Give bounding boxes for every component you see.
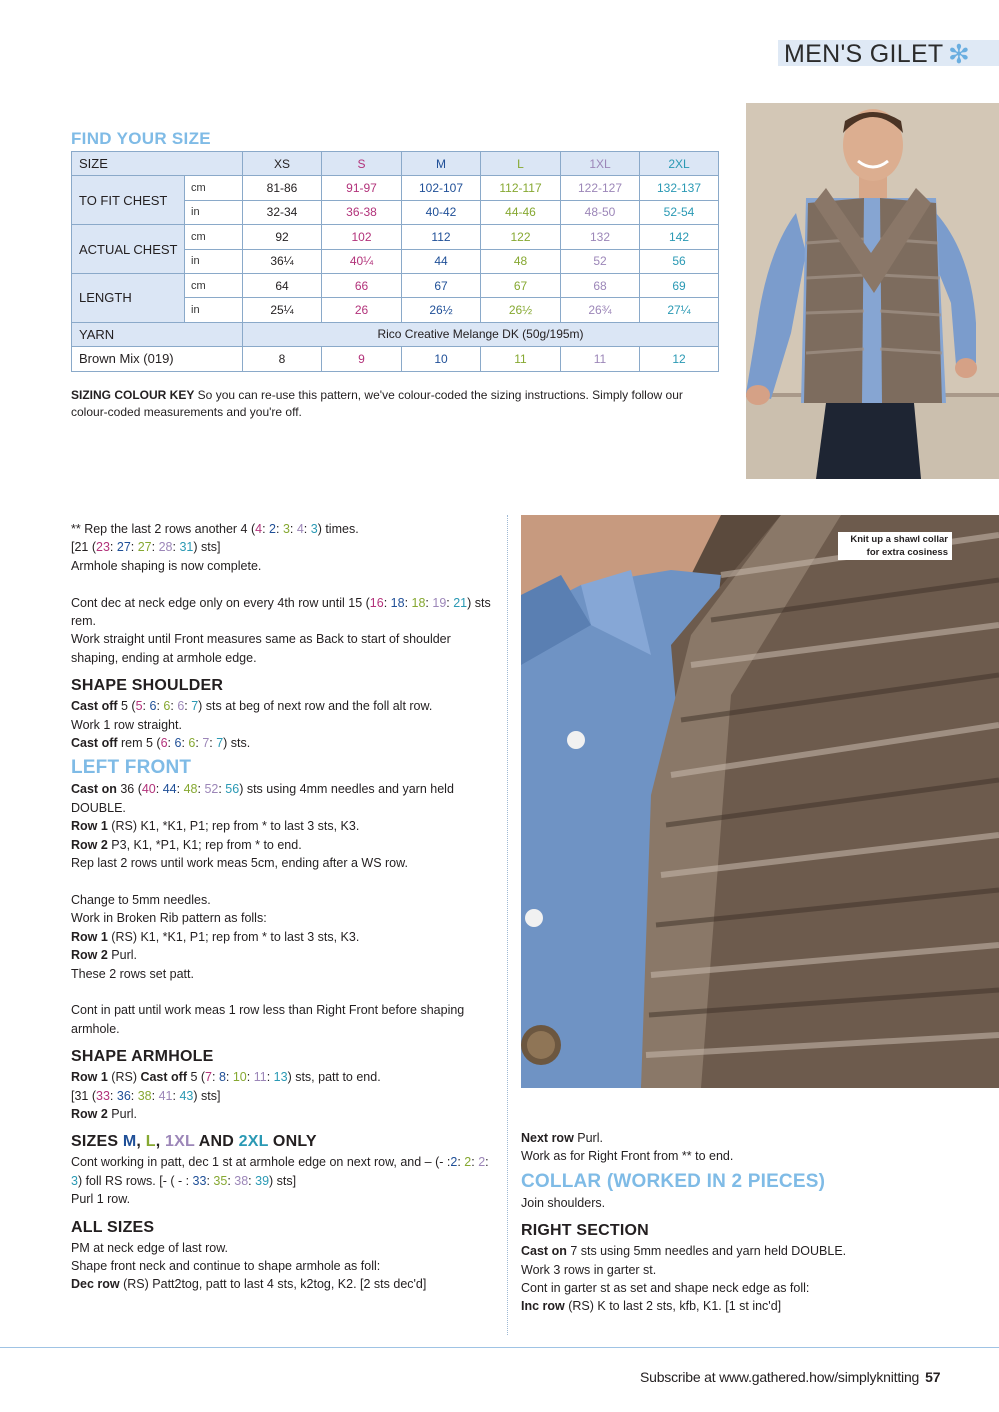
sizing-key-label: SIZING COLOUR KEY bbox=[71, 388, 195, 402]
size-value: 6 bbox=[177, 699, 185, 714]
table-cell: 48 bbox=[481, 249, 561, 273]
size-label: SIZE bbox=[72, 152, 243, 176]
text: SIZES bbox=[71, 1133, 123, 1151]
size-value: M bbox=[122, 1133, 137, 1151]
table-cell: 102 bbox=[322, 225, 402, 249]
table-cell: 56 bbox=[640, 249, 719, 273]
size-value: 48 bbox=[183, 782, 198, 797]
size-value: 2XL bbox=[238, 1133, 269, 1151]
size-value: 16 bbox=[369, 595, 384, 610]
text: Cast off bbox=[140, 1070, 187, 1085]
instruction-line: Change to 5mm needles. bbox=[71, 892, 211, 907]
table-cell: 26¾ bbox=[561, 298, 640, 322]
instruction-line: Cast off 5 (5: 6: 6: 6: 7) sts at beg of next row and the foll alt row. bbox=[71, 699, 433, 714]
instruction-line bbox=[521, 1129, 961, 1147]
size-cell: S bbox=[322, 152, 402, 176]
size-value: 38 bbox=[137, 1088, 152, 1103]
text: Cast on bbox=[71, 782, 117, 797]
size-value: 10 bbox=[232, 1070, 247, 1085]
yarn-value: Rico Creative Melange DK (50g/195m) bbox=[243, 322, 719, 346]
caption-line: Knit up a shawl collar bbox=[850, 534, 948, 545]
size-cell: M bbox=[402, 152, 481, 176]
instruction-line bbox=[71, 946, 496, 964]
text: ) sts at beg of next row and the foll alt row. bbox=[198, 699, 433, 714]
table-cell: 10 bbox=[402, 347, 481, 371]
table-cell: 36-38 bbox=[322, 200, 402, 224]
text: rem 5 ( bbox=[117, 736, 161, 751]
text: Purl. bbox=[107, 948, 137, 963]
instruction-line bbox=[71, 1275, 496, 1293]
sizing-key-text: So you can re-use this pattern, we've colour-coded the sizing instructions. Simply follow our colour-coded measurements and you're off. bbox=[71, 388, 683, 419]
section-heading: ALL SIZES bbox=[71, 1218, 155, 1236]
instruction-line: Work in Broken Rib pattern as folls: bbox=[71, 911, 267, 926]
instruction-line: Work straight until Front measures same as Back to start of shoulder shaping, ending at armhole edge. bbox=[71, 632, 451, 665]
size-value: 6 bbox=[188, 736, 196, 751]
page-title: MEN'S GILET bbox=[784, 40, 944, 68]
asterisk-icon: ✻ bbox=[948, 39, 970, 69]
size-value: 4 bbox=[296, 522, 304, 536]
text: Cast off bbox=[71, 699, 118, 714]
size-value: 7 bbox=[202, 736, 210, 751]
size-value: 43 bbox=[179, 1088, 194, 1103]
size-value: 6 bbox=[160, 736, 168, 751]
text: ) sts. bbox=[223, 736, 251, 751]
text: ) sts, patt to end. bbox=[287, 1070, 381, 1085]
text: (RS) bbox=[107, 1070, 141, 1085]
size-value: 11 bbox=[253, 1070, 267, 1085]
instruction-line: Shape front neck and continue to shape armhole as foll: bbox=[71, 1258, 381, 1273]
yarn-row bbox=[72, 322, 719, 346]
right-text-column bbox=[521, 1129, 961, 1316]
text: Next row bbox=[521, 1131, 574, 1145]
unit-in: in bbox=[185, 249, 243, 273]
table-cell: 27¼ bbox=[640, 298, 719, 322]
yarn-label: YARN bbox=[72, 322, 243, 346]
size-value: 6 bbox=[174, 736, 182, 751]
size-value: 3 bbox=[71, 1173, 78, 1188]
size-value: 38 bbox=[234, 1173, 249, 1188]
instruction-line: Cont dec at neck edge only on every 4th row until 15 (16: 18: 18: 19: 21) sts rem. bbox=[71, 595, 491, 629]
text: (RS) Patt2tog, patt to last 4 sts, k2tog, K2. [2 sts dec'd] bbox=[119, 1277, 427, 1292]
text: Dec row bbox=[71, 1277, 120, 1292]
to-fit-chest-label: TO FIT CHEST bbox=[72, 176, 185, 225]
table-cell: 12 bbox=[640, 347, 719, 371]
instruction-line: Join shoulders. bbox=[521, 1195, 606, 1210]
section-title: COLLAR (WORKED IN 2 PIECES) bbox=[521, 1170, 826, 1192]
instruction-line: Cont in patt until work meas 1 row less than Right Front before shaping armhole. bbox=[71, 1003, 465, 1036]
instruction-line bbox=[71, 836, 496, 854]
colour-label: Brown Mix (019) bbox=[72, 347, 243, 371]
subscribe-link[interactable]: Subscribe at www.gathered.how/simplyknitting bbox=[640, 1369, 920, 1385]
table-cell: 92 bbox=[243, 225, 322, 249]
section-heading: SIZES M, L, 1XL AND 2XL ONLY bbox=[71, 1133, 317, 1151]
size-row bbox=[72, 152, 719, 176]
text: P3, K1, *P1, K1; rep from * to end. bbox=[107, 837, 302, 852]
instruction-line bbox=[71, 928, 496, 946]
table-cell: 25¼ bbox=[243, 298, 322, 322]
table-cell: 9 bbox=[322, 347, 402, 371]
text: Purl. bbox=[573, 1131, 603, 1145]
table-cell: 112-117 bbox=[481, 176, 561, 200]
text: Row 2 bbox=[71, 948, 108, 963]
instruction-line: Row 1 (RS) Cast off 5 (7: 8: 10: 11: 13) sts, patt to end. bbox=[71, 1070, 381, 1085]
table-cell: 26½ bbox=[402, 298, 481, 322]
table-cell: 81-86 bbox=[243, 176, 322, 200]
text: (RS) K1, *K1, P1; rep from * to last 3 sts, K3. bbox=[107, 929, 360, 944]
text: 5 ( bbox=[117, 699, 136, 714]
size-value: 41 bbox=[158, 1088, 173, 1103]
size-value: 7 bbox=[191, 699, 199, 714]
text: 36 ( bbox=[116, 782, 142, 797]
page-number: 57 bbox=[925, 1369, 941, 1385]
table-cell: 52-54 bbox=[640, 200, 719, 224]
size-value: 2 bbox=[464, 1155, 472, 1170]
instruction-line bbox=[71, 817, 496, 835]
size-value: 19 bbox=[432, 595, 447, 610]
table-cell: 67 bbox=[402, 273, 481, 297]
size-table bbox=[71, 151, 719, 372]
footer-rule bbox=[0, 1347, 999, 1348]
text: Cast on bbox=[521, 1244, 567, 1259]
table-cell: 132-137 bbox=[640, 176, 719, 200]
size-value: 2 bbox=[478, 1155, 486, 1170]
unit-in: in bbox=[185, 200, 243, 224]
text: Cont working in patt, dec 1 st at armhole edge on next row, and – (- : bbox=[71, 1155, 451, 1170]
instruction-line: Rep last 2 rows until work meas 5cm, ending after a WS row. bbox=[71, 856, 408, 871]
model-photo-graphic bbox=[746, 103, 999, 479]
size-value: 4 bbox=[255, 522, 263, 536]
size-value: 52 bbox=[204, 782, 219, 797]
size-value: L bbox=[145, 1133, 156, 1151]
instruction-line: Purl 1 row. bbox=[71, 1192, 131, 1207]
instruction-line: ** Rep the last 2 rows another 4 (4: 2: 3: 4: 3) times. bbox=[71, 522, 359, 536]
instruction-line bbox=[521, 1297, 961, 1315]
size-value: 39 bbox=[255, 1173, 270, 1188]
table-cell: 112 bbox=[402, 225, 481, 249]
text: Row 1 bbox=[71, 1070, 108, 1085]
text: Inc row bbox=[521, 1299, 565, 1314]
unit-cm: cm bbox=[185, 273, 243, 297]
text: Row 2 bbox=[71, 1106, 108, 1121]
instruction-line: Work 3 rows in garter st. bbox=[521, 1262, 657, 1277]
table-cell: 91-97 bbox=[322, 176, 402, 200]
size-cell: L bbox=[481, 152, 561, 176]
table-cell: 122-127 bbox=[561, 176, 640, 200]
size-value: 35 bbox=[213, 1173, 228, 1188]
size-value: 7 bbox=[216, 736, 224, 751]
text: ) foll RS rows. [- ( - : bbox=[77, 1173, 193, 1188]
text: Row 2 bbox=[71, 837, 108, 852]
table-cell: 122 bbox=[481, 225, 561, 249]
text: Cont dec at neck edge only on every 4th row until 15 ( bbox=[71, 595, 370, 610]
size-value: 2 bbox=[450, 1155, 458, 1170]
size-value: 7 bbox=[205, 1070, 212, 1085]
table-cell: 67 bbox=[481, 273, 561, 297]
table-cell: 44 bbox=[402, 249, 481, 273]
table-cell: 132 bbox=[561, 225, 640, 249]
instruction-line bbox=[71, 1105, 496, 1123]
unit-cm: cm bbox=[185, 225, 243, 249]
size-value: 56 bbox=[225, 782, 240, 797]
instruction-line: Cast off rem 5 (6: 6: 6: 7: 7) sts. bbox=[71, 736, 251, 751]
table-cell: 36¼ bbox=[243, 249, 322, 273]
sizing-colour-key bbox=[71, 387, 721, 421]
table-cell: 26½ bbox=[481, 298, 561, 322]
instruction-line: [31 (33: 36: 38: 41: 43) sts] bbox=[71, 1088, 221, 1103]
size-value: 18 bbox=[411, 595, 426, 610]
length-cm-row bbox=[72, 273, 719, 297]
text: ** Rep the last 2 rows another 4 ( bbox=[71, 522, 256, 536]
table-cell: 44-46 bbox=[481, 200, 561, 224]
unit-cm: cm bbox=[185, 176, 243, 200]
size-value: 13 bbox=[273, 1070, 288, 1085]
section-title: LEFT FRONT bbox=[71, 757, 192, 779]
instruction-line: Cast on 36 (40: 44: 48: 52: 56) sts using 4mm needles and yarn held DOUBLE. bbox=[71, 782, 454, 815]
collar-closeup-photo bbox=[521, 515, 999, 1088]
column-divider bbox=[507, 515, 508, 1335]
section-heading: SHAPE ARMHOLE bbox=[71, 1048, 214, 1066]
text: Cast off bbox=[71, 736, 118, 751]
text: 5 ( bbox=[186, 1070, 206, 1085]
text: Row 1 bbox=[71, 929, 108, 944]
footer bbox=[640, 1369, 940, 1385]
text: ) sts rem. bbox=[71, 595, 491, 629]
balls-row bbox=[72, 347, 719, 371]
size-value: 18 bbox=[390, 595, 405, 610]
size-value: 33 bbox=[192, 1173, 207, 1188]
text: (RS) K to last 2 sts, kfb, K1. [1 st inc'd] bbox=[564, 1299, 782, 1314]
instruction-line: Work as for Right Front from ** to end. bbox=[521, 1149, 734, 1164]
table-cell: 69 bbox=[640, 273, 719, 297]
text: [21 ( bbox=[71, 540, 97, 555]
size-value: 8 bbox=[218, 1070, 226, 1085]
photo-caption bbox=[838, 532, 952, 560]
chest-cm-row bbox=[72, 176, 719, 200]
instruction-line: [21 (23: 27: 27: 28: 31) sts] bbox=[71, 540, 221, 555]
table-cell: 26 bbox=[322, 298, 402, 322]
size-value: 40 bbox=[141, 782, 156, 797]
unit-in: in bbox=[185, 298, 243, 322]
length-label: LENGTH bbox=[72, 273, 185, 322]
size-value: 36 bbox=[116, 1088, 131, 1103]
size-value: 21 bbox=[453, 595, 468, 610]
caption-line: for extra cosiness bbox=[866, 547, 948, 558]
size-value: 44 bbox=[162, 782, 177, 797]
left-text-column bbox=[71, 520, 496, 1294]
text: Row 1 bbox=[71, 819, 108, 834]
size-value: 23 bbox=[96, 540, 110, 555]
instruction-line: These 2 rows set patt. bbox=[71, 966, 194, 981]
text: ) times. bbox=[317, 522, 359, 536]
table-cell: 102-107 bbox=[402, 176, 481, 200]
size-value: 27 bbox=[137, 540, 152, 555]
instruction-line: Cont in garter st as set and shape neck edge as foll: bbox=[521, 1281, 810, 1296]
table-cell: 11 bbox=[561, 347, 640, 371]
text: 7 sts using 5mm needles and yarn held DOUBLE. bbox=[566, 1244, 847, 1259]
size-value: 33 bbox=[96, 1088, 110, 1103]
size-value: 2 bbox=[269, 522, 276, 536]
size-value: 28 bbox=[158, 540, 173, 555]
text: [31 ( bbox=[71, 1088, 97, 1103]
size-table-heading: FIND YOUR SIZE bbox=[71, 129, 211, 148]
text: ) sts] bbox=[193, 1088, 221, 1103]
table-cell: 64 bbox=[243, 273, 322, 297]
size-value: 5 bbox=[135, 699, 143, 714]
table-cell: 11 bbox=[481, 347, 561, 371]
instruction-line bbox=[521, 1242, 961, 1260]
table-cell: 48-50 bbox=[561, 200, 640, 224]
size-value: 3 bbox=[282, 522, 290, 536]
instruction-line: Armhole shaping is now complete. bbox=[71, 558, 262, 573]
table-cell: 32-34 bbox=[243, 200, 322, 224]
table-cell: 40-42 bbox=[402, 200, 481, 224]
actual-chest-label: ACTUAL CHEST bbox=[72, 225, 185, 274]
text: ) sts] bbox=[269, 1173, 297, 1188]
size-value: 31 bbox=[179, 540, 194, 555]
page-title-banner bbox=[778, 39, 999, 69]
size-value: 27 bbox=[116, 540, 131, 555]
text: ) sts using 4mm needles and yarn held DOUBLE. bbox=[71, 782, 454, 815]
table-cell: 66 bbox=[322, 273, 402, 297]
size-value: 1XL bbox=[165, 1133, 195, 1151]
size-value: 6 bbox=[163, 699, 171, 714]
instruction-line: PM at neck edge of last row. bbox=[71, 1240, 229, 1255]
size-cell: 1XL bbox=[561, 152, 640, 176]
size-cell: 2XL bbox=[640, 152, 719, 176]
table-cell: 68 bbox=[561, 273, 640, 297]
model-photo bbox=[746, 103, 999, 479]
text: (RS) K1, *K1, P1; rep from * to last 3 sts, K3. bbox=[107, 819, 360, 834]
text: ) sts] bbox=[193, 540, 221, 555]
instruction-line: Cont working in patt, dec 1 st at armhole edge on next row, and – (- :2: 2: 2: 3) foll RS rows. [- ( - : 33: 35: 38: 39) sts] bbox=[71, 1155, 489, 1188]
text: ONLY bbox=[268, 1133, 317, 1151]
instruction-line: Work 1 row straight. bbox=[71, 717, 182, 732]
size-cell: XS bbox=[243, 152, 322, 176]
collar-closeup-graphic bbox=[521, 515, 999, 1088]
section-heading: SHAPE SHOULDER bbox=[71, 677, 224, 695]
size-value: 3 bbox=[310, 522, 318, 536]
table-cell: 142 bbox=[640, 225, 719, 249]
table-cell: 40¼ bbox=[322, 249, 402, 273]
table-cell: 8 bbox=[243, 347, 322, 371]
actual-cm-row bbox=[72, 225, 719, 249]
section-heading: RIGHT SECTION bbox=[521, 1222, 649, 1240]
table-cell: 52 bbox=[561, 249, 640, 273]
text: AND bbox=[194, 1133, 239, 1151]
text: Purl. bbox=[107, 1106, 137, 1121]
size-value: 6 bbox=[149, 699, 157, 714]
